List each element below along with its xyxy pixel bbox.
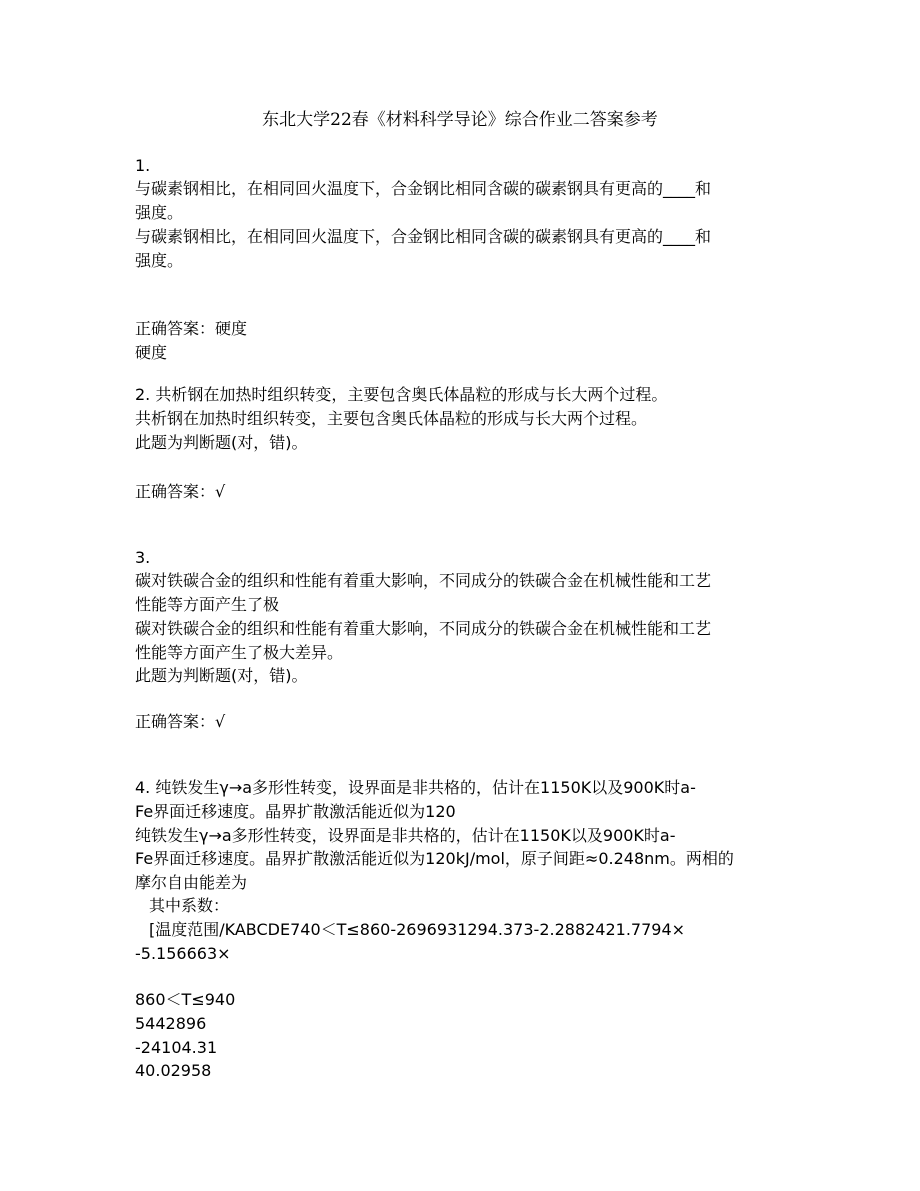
- q1-text-line: 与碳素钢相比，在相同回火温度下，合金钢比相同含碳的碳素钢具有更高的____和: [135, 227, 712, 246]
- q1-text-line: 强度。: [135, 251, 184, 270]
- q4-text-line: Fe界面迁移速度。晶界扩散激活能近似为120kJ/mol，原子间距≈0.248nm。两相的: [135, 849, 734, 868]
- q3-text-line: 性能等方面产生了极大差异。: [135, 643, 344, 662]
- q4-coefficients-label: 其中系数：: [149, 896, 230, 915]
- q4-table-line: 5442896: [135, 1014, 207, 1033]
- q2-answer: 正确答案：√: [135, 482, 226, 501]
- q1-number: 1.: [135, 156, 151, 175]
- q3-text-line: 碳对铁碳合金的组织和性能有着重大影响，不同成分的铁碳合金在机械性能和工艺: [135, 571, 712, 590]
- q3-number: 3.: [135, 548, 151, 567]
- q3-text-line: 此题为判断题(对，错)。: [135, 666, 308, 685]
- q4-text-line: 4. 纯铁发生γ→a多形性转变，设界面是非共格的，估计在1150K以及900K时a-: [135, 778, 696, 797]
- q2-text-line: 此题为判断题(对，错)。: [135, 433, 308, 452]
- q4-table-line: -5.156663×: [135, 944, 231, 963]
- q1-answer-value: 硬度: [135, 343, 168, 362]
- q1-text-line: 强度。: [135, 203, 184, 222]
- q4-table-line: -24104.31: [135, 1038, 218, 1057]
- q4-table-line: 860＜T≤940: [135, 990, 236, 1009]
- q4-table-line: [温度范围/KABCDE740＜T≤860-2696931294.373-2.2882421.7794×: [149, 920, 686, 939]
- q1-answer: 正确答案：硬度: [135, 319, 248, 338]
- q4-text-line: Fe界面迁移速度。晶界扩散激活能近似为120: [135, 802, 456, 821]
- q2-text-line: 共析钢在加热时组织转变，主要包含奥氏体晶粒的形成与长大两个过程。: [135, 409, 648, 428]
- q4-text-line: 纯铁发生γ→a多形性转变，设界面是非共格的，估计在1150K以及900K时a-: [135, 826, 676, 845]
- q2-text-line: 2. 共析钢在加热时组织转变，主要包含奥氏体晶粒的形成与长大两个过程。: [135, 385, 668, 404]
- q1-text-line: 与碳素钢相比，在相同回火温度下，合金钢比相同含碳的碳素钢具有更高的____和: [135, 179, 712, 198]
- q4-table-line: 40.02958: [135, 1061, 212, 1080]
- document-title: 东北大学22春《材料科学导论》综合作业二答案参考: [262, 110, 658, 130]
- q3-answer: 正确答案：√: [135, 712, 226, 731]
- q3-text-line: 碳对铁碳合金的组织和性能有着重大影响，不同成分的铁碳合金在机械性能和工艺: [135, 619, 712, 638]
- q3-text-line: 性能等方面产生了极: [135, 595, 280, 614]
- q4-text-line: 摩尔自由能差为: [135, 873, 248, 892]
